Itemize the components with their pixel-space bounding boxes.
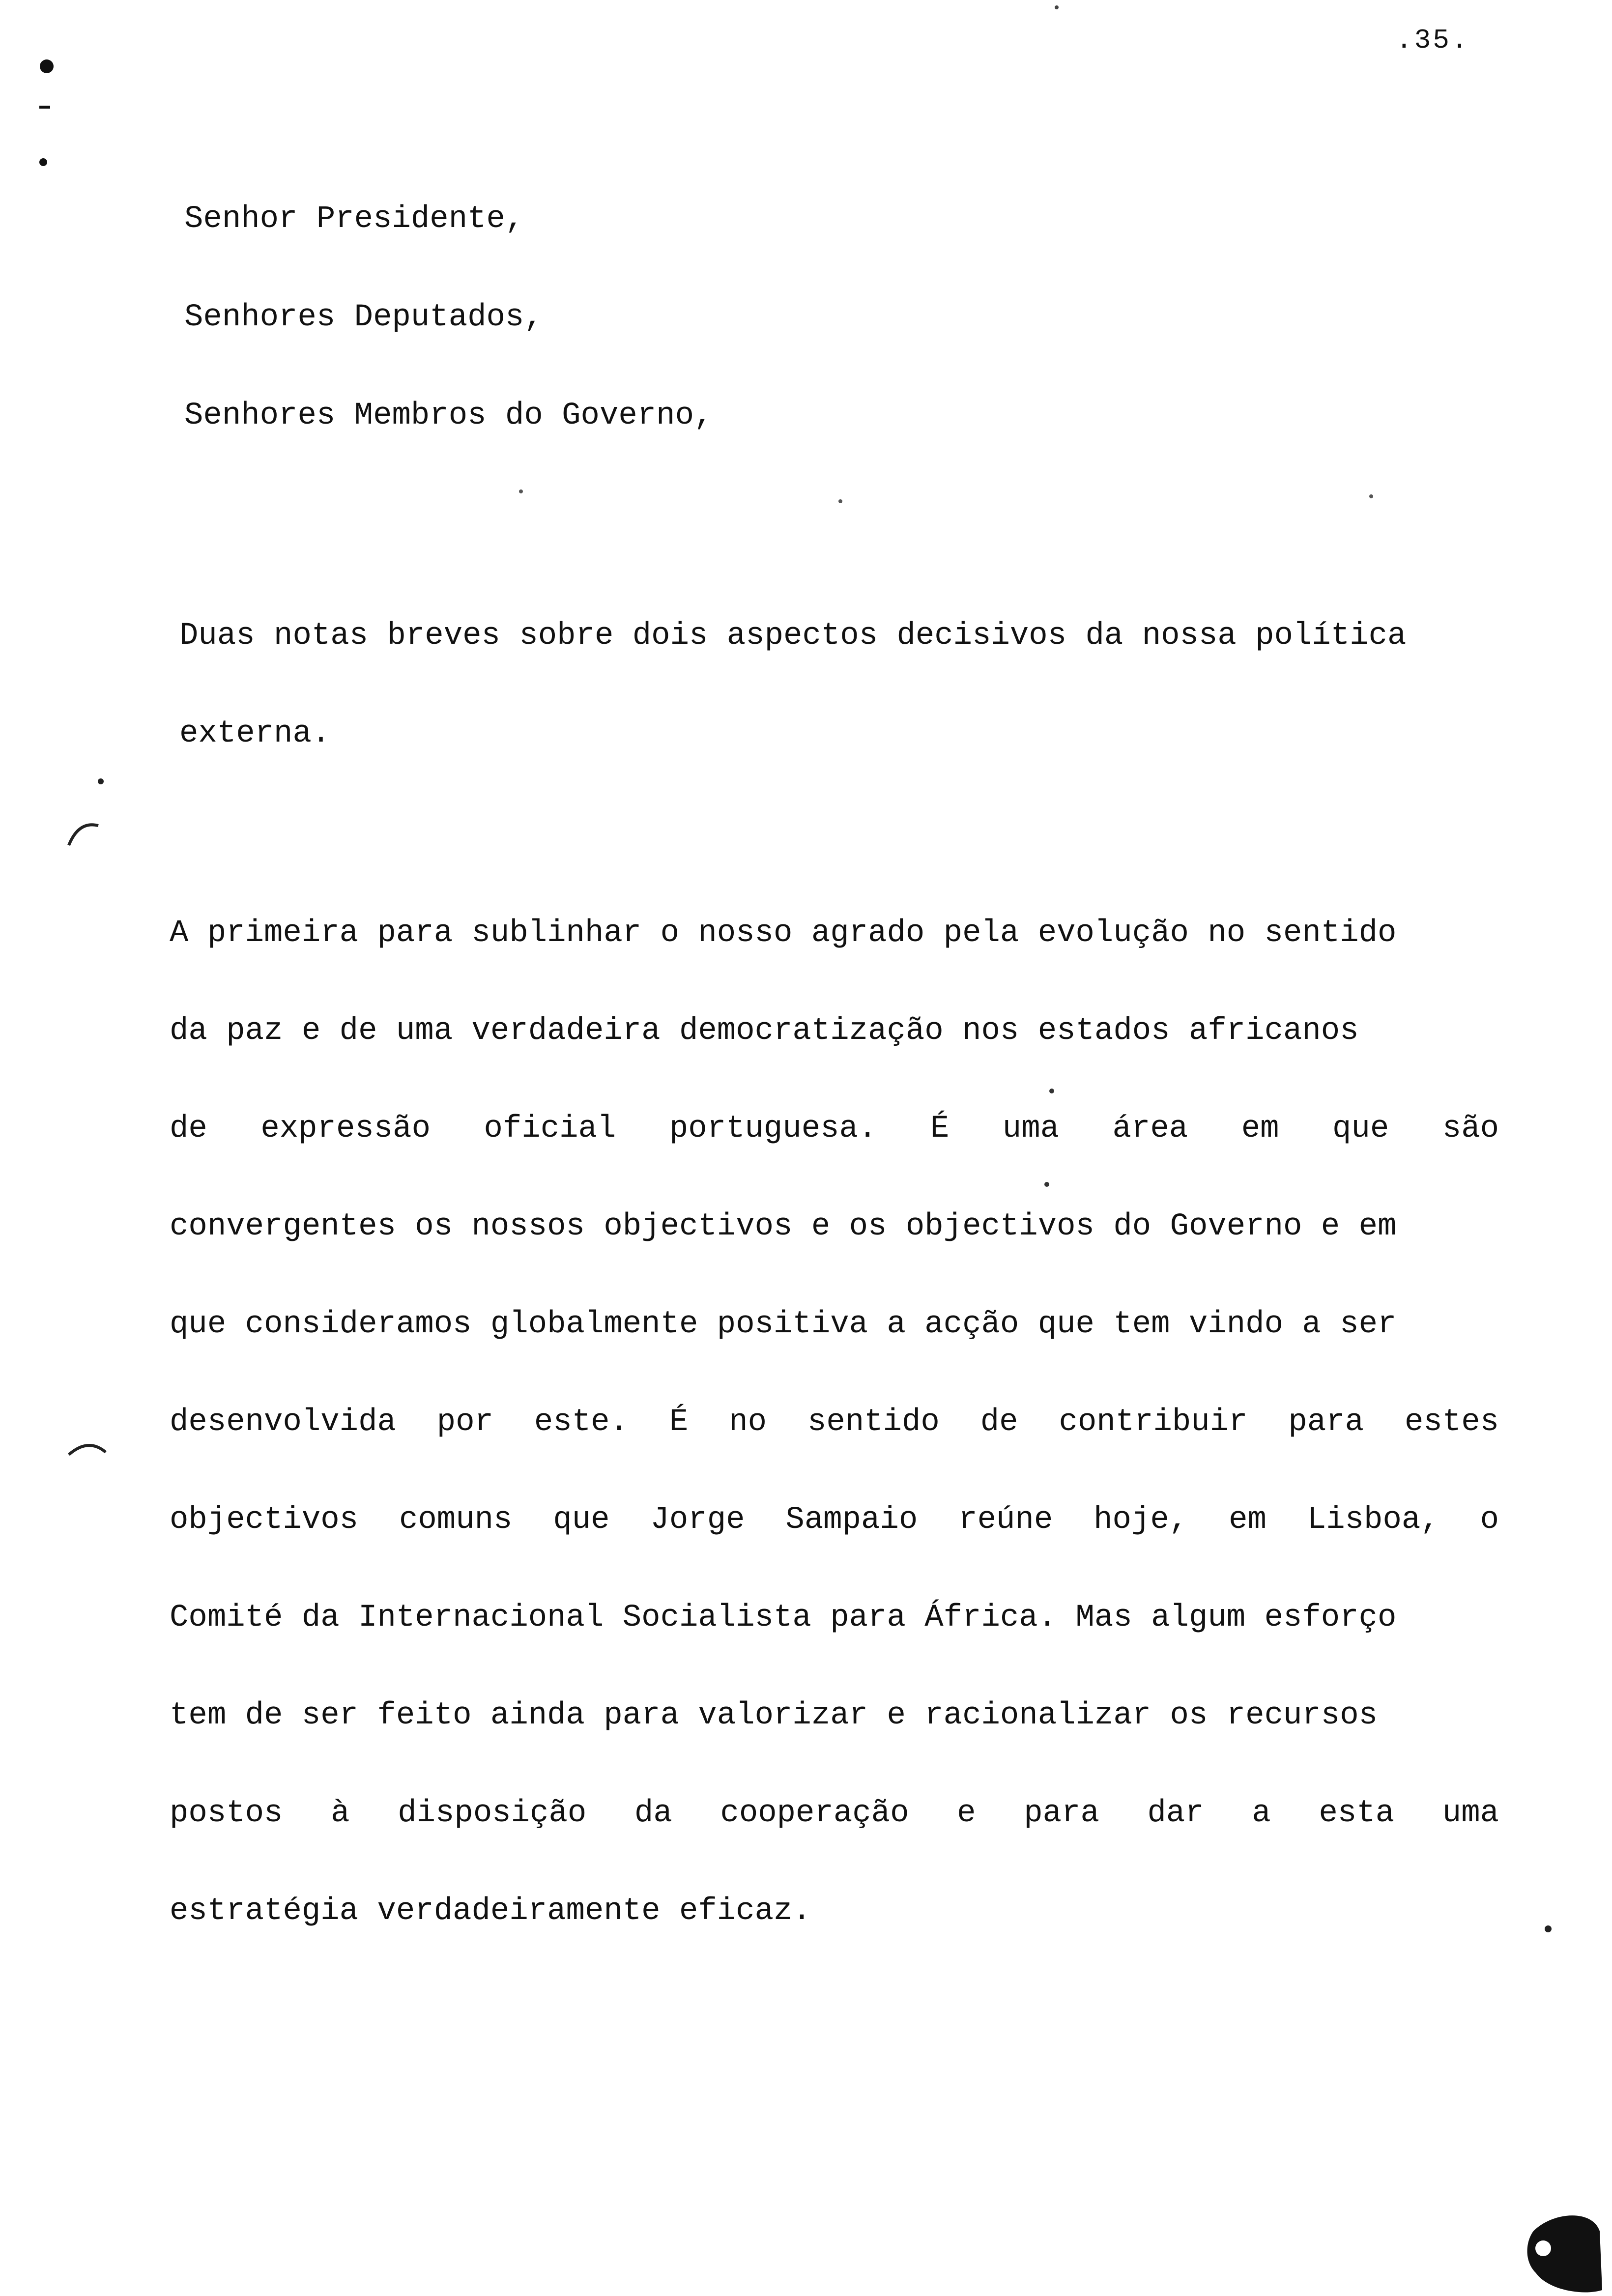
text-line: da paz e de uma verdadeira democratização nos estados africanos xyxy=(170,1013,1359,1049)
speck xyxy=(1369,494,1373,498)
speck xyxy=(98,778,104,784)
speck xyxy=(1545,1925,1552,1932)
punch-mark xyxy=(40,59,54,73)
text-line: tem de ser feito ainda para valorizar e racionalizar os recursos xyxy=(170,1698,1378,1733)
page-number: .35. xyxy=(1396,25,1470,56)
salutation-president: Senhor Presidente, xyxy=(184,201,524,237)
text-line: Comité da Internacional Socialista para África. Mas algum esforço xyxy=(170,1600,1397,1636)
text-line: que consideramos globalmente positiva a acção que tem vindo a ser xyxy=(170,1307,1397,1342)
punch-mark xyxy=(39,106,50,109)
corner-blot xyxy=(1527,2215,1603,2292)
paragraph-foreign-policy-intro xyxy=(179,587,1506,783)
salutation-deputies: Senhores Deputados, xyxy=(184,300,543,335)
speck xyxy=(519,489,523,493)
punch-mark xyxy=(39,158,47,166)
speck xyxy=(838,499,842,503)
text-line: de expressão oficial portuguesa. É uma área em que são xyxy=(170,1111,1499,1147)
text-line: convergentes os nossos objectivos e os objectivos do Governo e em xyxy=(170,1209,1397,1244)
text-line: desenvolvida por este. É no sentido de contribuir para estes xyxy=(170,1405,1499,1440)
corner-blot-highlight xyxy=(1535,2240,1551,2256)
margin-curve-mark xyxy=(69,825,98,845)
text-line: Duas notas breves sobre dois aspectos decisivos da nossa política xyxy=(179,618,1407,654)
paragraph-africa-cooperation xyxy=(170,885,1499,1960)
text-line: estratégia verdadeiramente eficaz. xyxy=(170,1894,811,1929)
speck xyxy=(1055,5,1059,9)
margin-curve-mark xyxy=(69,1445,106,1455)
text-line: externa. xyxy=(179,716,331,751)
text-line: postos à disposição da cooperação e para dar a esta uma xyxy=(170,1796,1499,1831)
text-line: objectivos comuns que Jorge Sampaio reúne hoje, em Lisboa, o xyxy=(170,1502,1499,1538)
salutation-government: Senhores Membros do Governo, xyxy=(184,398,713,433)
text-line: A primeira para sublinhar o nosso agrado pela evolução no sentido xyxy=(170,916,1397,951)
